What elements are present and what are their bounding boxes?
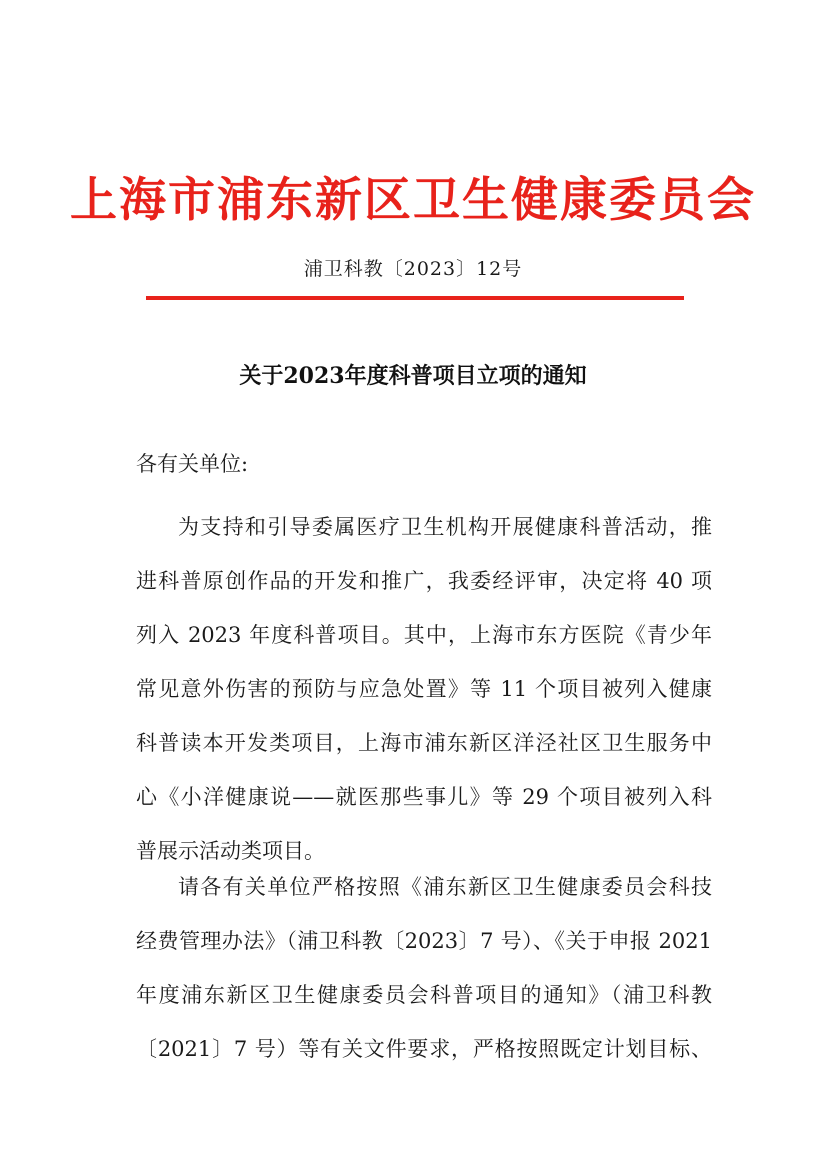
paragraph-2-line: 〔2021〕7 号）等有关文件要求，严格按照既定计划目标、 (136, 1037, 712, 1061)
paragraph-1-line: 常见意外伤害的预防与应急处置》等 11 个项目被列入健康 (136, 677, 712, 701)
paragraph-2-line: 年度浦东新区卫生健康委员会科普项目的通知》（浦卫科教 (136, 983, 712, 1007)
paragraph-2-line: 经费管理办法》（浦卫科教〔2023〕7 号）、《关于申报 2021 (136, 929, 712, 953)
notice-title: 关于2023年度科普项目立项的通知 (239, 363, 587, 389)
paragraph-1-line: 普展示活动类项目。 (136, 839, 325, 863)
paragraph-1-line: 列入 2023 年度科普项目。其中，上海市东方医院《青少年 (136, 623, 712, 647)
organization-header: 上海市浦东新区卫生健康委员会 (70, 173, 756, 228)
paragraph-1-line: 为支持和引导委属医疗卫生机构开展健康科普活动，推 (178, 515, 712, 539)
salutation: 各有关单位: (136, 452, 249, 476)
paragraph-1-line: 进科普原创作品的开发和推广，我委经评审，决定将 40 项 (136, 569, 712, 593)
paragraph-1-line: 科普读本开发类项目，上海市浦东新区洋泾社区卫生服务中 (136, 731, 712, 755)
paragraph-1-line: 心《小洋健康说——就医那些事儿》等 29 个项目被列入科 (136, 785, 712, 809)
document-number: 浦卫科教〔2023〕12号 (303, 258, 523, 280)
red-header-divider (146, 296, 684, 300)
paragraph-2-line: 请各有关单位严格按照《浦东新区卫生健康委员会科技 (178, 875, 712, 899)
